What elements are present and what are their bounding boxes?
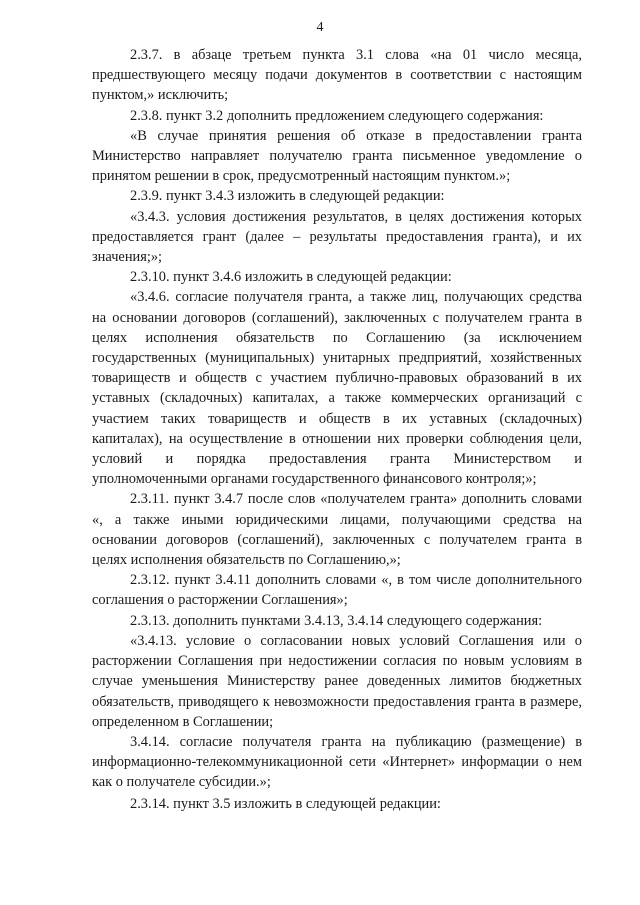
paragraph-2-3-13: 2.3.13. дополнить пунктами 3.4.13, 3.4.14 следующего содержания:: [130, 612, 543, 629]
paragraph-2-3-7: 2.3.7. в абзаце третьем пункта 3.1 слова «на 01 число месяца, предшествующего месяцу подачи документов в соответствии с настоящим пунктом,» исключить;: [92, 47, 582, 104]
paragraph-quote-3-4-14: 3.4.14. согласие получателя гранта на публикацию (размещение) в информационно-телекоммуникационной сети «Интернет» информации о нем как о получателе субсидии.»;: [92, 733, 582, 791]
paragraph-2-3-14: 2.3.14. пункт 3.5 изложить в следующей редакции:: [130, 795, 441, 812]
paragraph-2-3-11: 2.3.11. пункт 3.4.7 после слов «получателем гранта» дополнить словами «, а также иными юридическими лицами, получающими средства на основании договоров (соглашений), заключенных с получателем гранта в целях исполнения обязательств по Соглашению,»;: [92, 491, 582, 569]
paragraph-quote-3-4-13: «3.4.13. условие о согласовании новых условий Соглашения или о расторжении Соглашения при недостижении согласия по новым условиям в случае уменьшения Министерству ранее доведенных лимитов бюджетных обязательств, приводящего к невозможности предоставления гранта в размере, определенном в Соглашении;: [92, 632, 582, 730]
paragraph-quote-3-4-3: «3.4.3. условия достижения результатов, в целях достижения которых предоставляется грант (далее – результаты предоставления гранта), и их значения;»;: [92, 208, 582, 266]
paragraph-2-3-10: 2.3.10. пункт 3.4.6 изложить в следующей редакции:: [130, 269, 452, 286]
paragraph-2-3-12: 2.3.12. пункт 3.4.11 дополнить словами «, в том числе дополнительного соглашения о расторжении Соглашения»;: [92, 572, 582, 609]
page-number: 4: [316, 20, 324, 35]
paragraph-quote-3-4-6: «3.4.6. согласие получателя гранта, а также лиц, получающих средства на основании договоров (соглашений), заключенных с получателем гранта в целях исполнения обязательств по Соглашению (за исключением государственных (муниципальных) унитарных предприятий, хозяйственных товариществ и обществ с участием публично-правовых образований в их уставных (складочных) капиталах, а также коммерческих организаций с участием таких товариществ и обществ в их уставных (складочных) капиталах), на осуществление в отношении них проверки соблюдения цели, условий и порядка предоставления гранта Министерством и уполномоченными органами государственного финансового контроля;»;: [92, 289, 582, 488]
paragraph-2-3-9: 2.3.9. пункт 3.4.3 изложить в следующей редакции:: [130, 188, 445, 205]
document-body: [92, 45, 582, 814]
paragraph-quote-3-2: «В случае принятия решения об отказе в предоставлении гранта Министерство направляет получателю гранта письменное уведомление о принятом решении в срок, предусмотренный настоящим пунктом.»;: [92, 127, 582, 185]
paragraph-2-3-8: 2.3.8. пункт 3.2 дополнить предложением следующего содержания:: [130, 107, 544, 124]
